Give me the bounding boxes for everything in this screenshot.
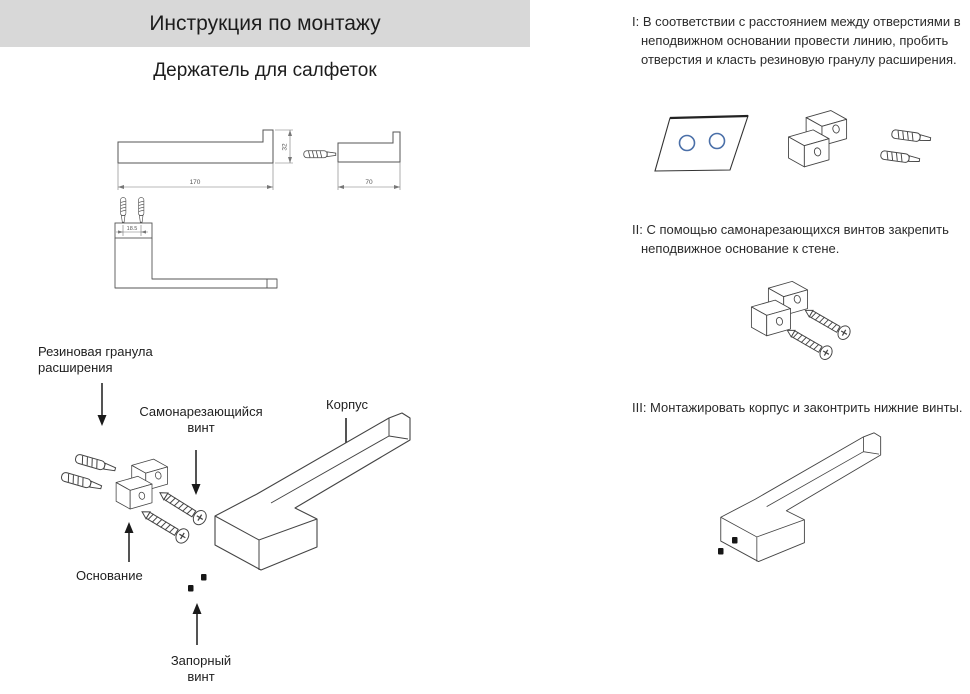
label-body: Корпус	[326, 397, 368, 412]
label-lock-screw: Запорный винт	[170, 653, 232, 685]
step-2-illustration	[700, 270, 915, 390]
exploded-diagram	[25, 340, 455, 694]
dim-hole-spacing: 18.5	[126, 226, 138, 232]
step2-base-block	[751, 281, 807, 335]
exploded-base-block	[116, 459, 167, 509]
exploded-lock-screws	[188, 574, 207, 592]
dim-depth: 70	[365, 179, 373, 186]
step-1-text: I: В соответствии с расстоянием между отверстиями в неподвижном основании провести линию, пробить отверстия и класть резиновую гранулу расширения.	[632, 14, 961, 67]
exploded-holder-body	[215, 413, 410, 570]
step-3-illustration	[690, 426, 965, 596]
front-view	[118, 130, 293, 190]
step-1-illustration	[650, 103, 955, 208]
side-view	[304, 132, 400, 190]
step1-base-block	[789, 111, 847, 167]
page-title: Инструкция по монтажу	[149, 12, 381, 35]
label-rubber-anchor: Резиновая гранула расширения	[38, 344, 153, 376]
top-view	[115, 198, 277, 288]
product-subtitle: Держатель для салфеток	[153, 60, 377, 81]
exploded-anchor-dowels	[61, 454, 117, 492]
step3-holder-body	[721, 433, 881, 562]
wall-plate	[655, 116, 748, 171]
dim-height: 32	[281, 143, 289, 151]
label-base: Основание	[76, 568, 143, 583]
technical-drawing	[95, 105, 440, 305]
step1-anchor-dowels	[880, 129, 931, 164]
label-self-tapping-screw: Самонарезающийся винт	[139, 404, 263, 436]
header-bar	[0, 0, 530, 47]
dim-length: 170	[189, 179, 201, 186]
step-2-text: II: С помощью самонарезающихся винтов закрепить неподвижное основание к стене.	[632, 222, 949, 256]
step-3-text: III: Монтажировать корпус и законтрить нижние винты.	[632, 400, 963, 415]
